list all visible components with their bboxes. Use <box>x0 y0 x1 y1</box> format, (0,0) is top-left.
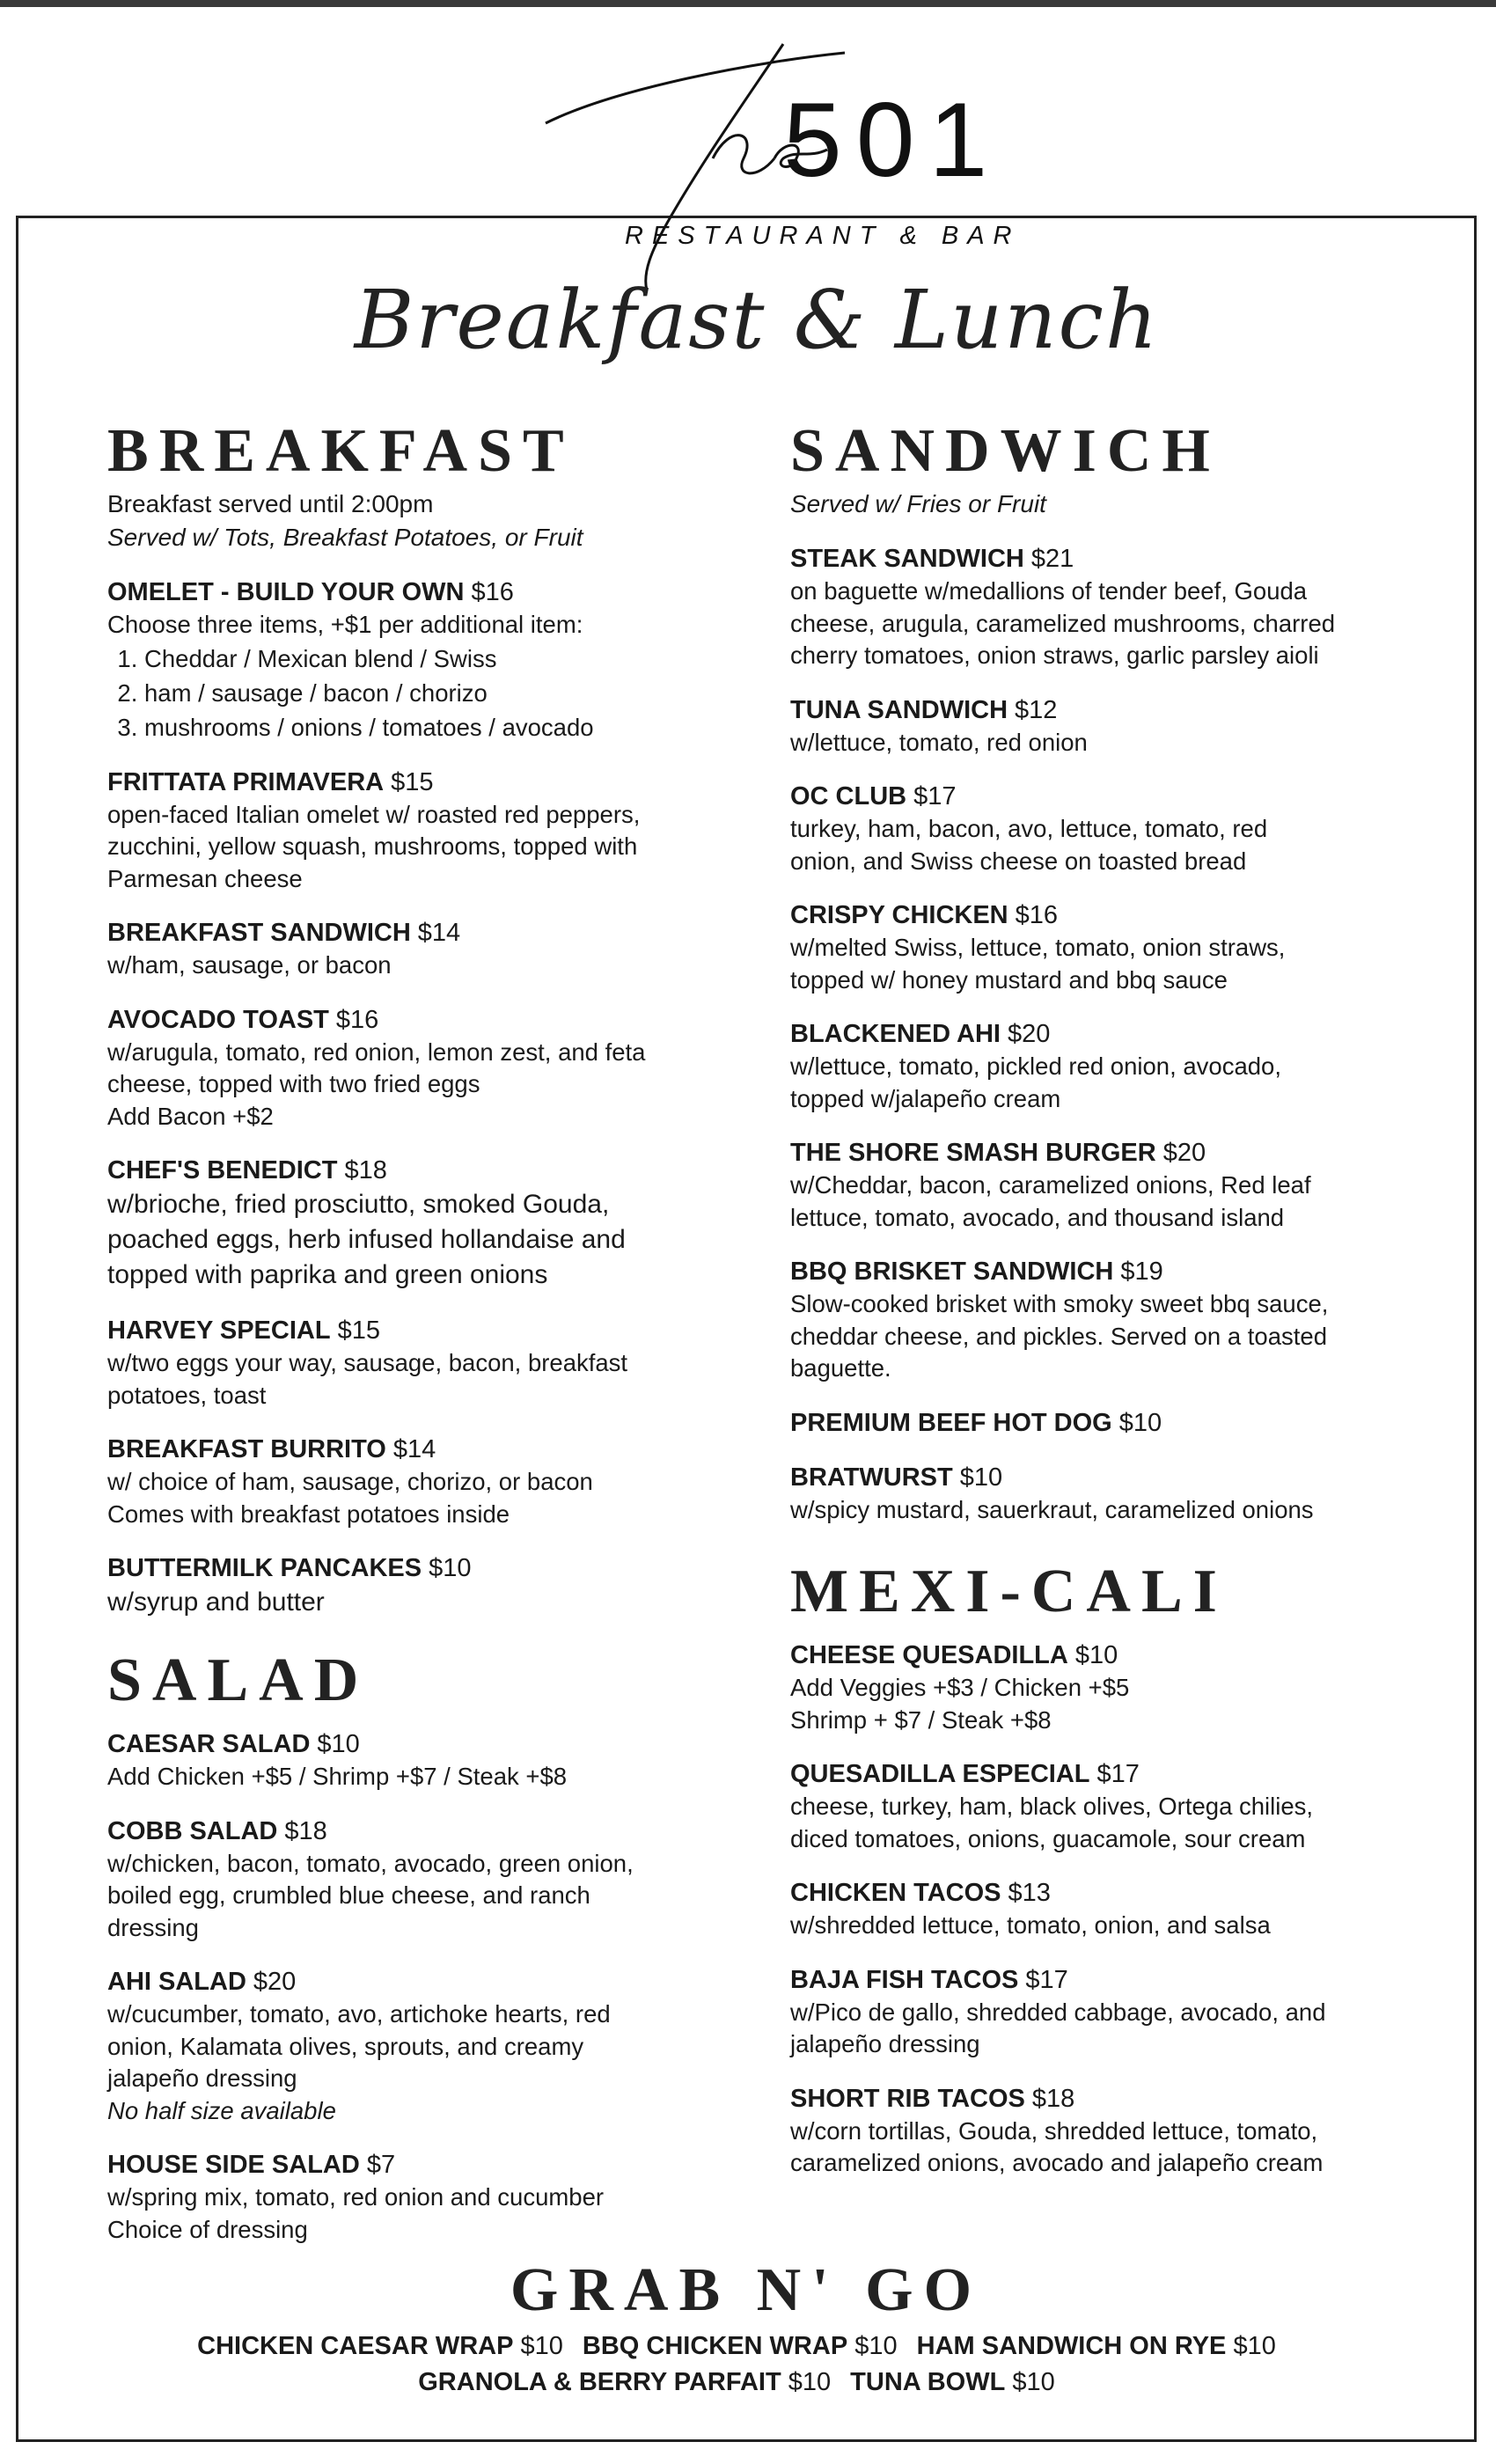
item-heading <box>107 1965 776 1998</box>
restaurant-logo <box>493 26 1091 308</box>
menu-item <box>790 2082 1459 2180</box>
menu-item <box>790 1136 1459 1234</box>
item-desc: w/arugula, tomato, red onion, lemon zest, and feta <box>107 1038 646 1066</box>
grab-item-price: $10 <box>1233 2332 1276 2360</box>
item-desc: jalapeño dressing <box>107 2064 297 2092</box>
item-desc: Add Veggies +$3 / Chicken +$5 <box>790 1674 1130 1701</box>
grab-item-price: $10 <box>788 2368 832 2396</box>
item-desc: diced tomatoes, onions, guacamole, sour cream <box>790 1824 1306 1852</box>
item-desc: w/ choice of ham, sausage, chorizo, or bacon <box>107 1468 593 1495</box>
grab-item-price: $10 <box>520 2332 563 2360</box>
item-heading <box>790 898 1459 932</box>
item-desc: w/cucumber, tomato, avo, artichoke hearts, red <box>107 2000 611 2028</box>
item-desc: turkey, ham, bacon, avo, lettuce, tomato, red <box>790 815 1268 842</box>
item-heading <box>790 693 1459 727</box>
menu-item <box>790 780 1459 877</box>
grab-item-price: $10 <box>1012 2368 1055 2396</box>
grab-n-go-heading: GRAB N' GO <box>510 2256 983 2324</box>
item-name: BREAKFAST SANDWICH <box>107 919 411 947</box>
breakfast-item-list <box>107 766 776 1621</box>
item-name: COBB SALAD <box>107 1816 278 1845</box>
item-desc: cheese, arugula, caramelized mushrooms, charred <box>790 609 1336 637</box>
item-name: PREMIUM BEEF HOT DOG <box>790 1408 1112 1437</box>
item-desc: on baguette w/medallions of tender beef, Gouda <box>790 577 1308 605</box>
item-price: $20 <box>1007 1020 1051 1048</box>
item-desc: baguette. <box>790 1354 891 1382</box>
item-desc: topped with paprika and green onions <box>107 1260 548 1289</box>
item-desc: topped w/jalapeño cream <box>790 1084 1061 1112</box>
item-name: CHEESE QUESADILLA <box>790 1641 1068 1669</box>
item-heading <box>790 1963 1459 1997</box>
grab-item-name: CHICKEN CAESAR WRAP <box>197 2332 514 2360</box>
item-name: STEAK SANDWICH <box>790 545 1024 573</box>
item-price: $15 <box>337 1316 380 1345</box>
item-desc: Choose three items, +$1 per additional item: <box>107 611 583 638</box>
logo-subtitle: RESTAURANT & BAR <box>625 222 1021 250</box>
item-price: $18 <box>344 1156 387 1184</box>
item-name: CAESAR SALAD <box>107 1730 311 1758</box>
item-heading <box>790 1255 1459 1288</box>
menu-item <box>107 1003 776 1133</box>
omelet-options <box>107 642 776 744</box>
item-heading <box>790 1017 1459 1051</box>
item-desc: w/spicy mustard, sauerkraut, caramelized onions <box>790 1495 1314 1523</box>
item-desc: w/spring mix, tomato, red onion and cucumber <box>107 2183 605 2211</box>
item-price: $14 <box>417 919 461 947</box>
item-desc: cheese, turkey, ham, black olives, Ortega chilies, <box>790 1793 1314 1820</box>
item-price: $14 <box>392 1435 436 1463</box>
item-heading <box>107 2148 776 2182</box>
item-desc: dressing <box>107 1913 199 1941</box>
menu-item <box>790 542 1459 672</box>
item-price: $13 <box>1008 1879 1051 1907</box>
menu-item <box>107 1815 776 1945</box>
item-name: HARVEY SPECIAL <box>107 1316 331 1345</box>
item-heading <box>790 1136 1459 1170</box>
menu-item <box>790 693 1459 759</box>
item-price: $16 <box>335 1005 379 1034</box>
grab-row-2 <box>16 2365 1477 2401</box>
breakfast-sides: Served w/ Tots, Breakfast Potatoes, or Fruit <box>107 524 583 551</box>
item-desc: zucchini, yellow squash, mushrooms, topped with <box>107 832 638 860</box>
item-desc: Parmesan cheese <box>107 864 303 892</box>
item-price: $15 <box>391 767 434 796</box>
item-heading <box>107 1727 776 1761</box>
menu-title-text: Breakfast & Lunch <box>354 273 1160 367</box>
item-desc: Choice of dressing <box>107 2215 308 2243</box>
item-desc: cheddar cheese, and pickles. Served on a toasted <box>790 1322 1327 1350</box>
grab-item-name: GRANOLA & BERRY PARFAIT <box>418 2368 781 2396</box>
item-heading <box>790 2082 1459 2116</box>
grab-item-name: BBQ CHICKEN WRAP <box>582 2332 848 2360</box>
item-desc: w/two eggs your way, sausage, bacon, breakfast <box>107 1349 628 1376</box>
item-heading <box>107 1314 776 1347</box>
grab-n-go-section <box>16 2256 1477 2401</box>
item-desc: potatoes, toast <box>107 1381 267 1409</box>
item-desc: w/lettuce, tomato, red onion <box>790 728 1088 756</box>
grab-row-1 <box>16 2328 1477 2365</box>
item-name: QUESADILLA ESPECIAL <box>790 1760 1090 1788</box>
item-desc: Add Bacon +$2 <box>107 1102 274 1130</box>
item-price: $17 <box>1025 1965 1068 1994</box>
item-desc: Slow-cooked brisket with smoky sweet bbq sauce, <box>790 1290 1329 1317</box>
option-item: 2. ham / sausage / bacon / chorizo <box>144 676 776 710</box>
sandwich-sides: Served w/ Fries or Fruit <box>790 490 1046 517</box>
item-desc: topped w/ honey mustard and bbq sauce <box>790 965 1228 994</box>
item-desc: cheese, topped with two fried eggs <box>107 1070 480 1097</box>
item-desc: w/syrup and butter <box>107 1588 325 1617</box>
item-desc: onion, Kalamata olives, sprouts, and creamy <box>107 2032 584 2060</box>
item-heading <box>107 916 776 950</box>
menu-item <box>790 1876 1459 1942</box>
item-desc: open-faced Italian omelet w/ roasted red peppers, <box>107 800 641 828</box>
menu-item <box>107 1727 776 1793</box>
item-desc: Shrimp + $7 / Steak +$8 <box>790 1705 1052 1734</box>
mexicali-item-list <box>790 1639 1459 2180</box>
item-heading <box>107 1003 776 1037</box>
item-heading <box>790 542 1459 576</box>
item-desc: w/chicken, bacon, tomato, avocado, green onion, <box>107 1849 634 1877</box>
item-price: $21 <box>1030 545 1074 573</box>
item-desc: w/melted Swiss, lettuce, tomato, onion straws, <box>790 934 1286 961</box>
item-heading <box>107 1154 776 1187</box>
item-name: AHI SALAD <box>107 1968 246 1996</box>
top-edge-line <box>0 0 1496 7</box>
breakfast-hours: Breakfast served until 2:00pm <box>107 490 434 517</box>
menu-item <box>790 1639 1459 1736</box>
item-desc: w/Pico de gallo, shredded cabbage, avocado, and <box>790 1998 1326 2026</box>
salad-item-list <box>107 1727 776 2246</box>
item-name: THE SHORE SMASH BURGER <box>790 1139 1156 1167</box>
menu-item <box>790 1757 1459 1855</box>
item-name: BBQ BRISKET SANDWICH <box>790 1258 1114 1286</box>
item-price: $17 <box>913 782 957 810</box>
item-price: $12 <box>1015 695 1058 724</box>
menu-item <box>107 1314 776 1412</box>
item-name: CRISPY CHICKEN <box>790 901 1008 929</box>
item-desc: lettuce, tomato, avocado, and thousand island <box>790 1203 1285 1231</box>
item-name: BRATWURST <box>790 1463 953 1492</box>
grab-item-price: $10 <box>854 2332 898 2360</box>
grab-item-name: HAM SANDWICH ON RYE <box>916 2332 1227 2360</box>
item-heading <box>107 766 776 799</box>
option-item: 1. Cheddar / Mexican blend / Swiss <box>144 642 776 676</box>
menu-item <box>107 1551 776 1620</box>
item-name: SHORT RIB TACOS <box>790 2084 1025 2113</box>
item-name: OC CLUB <box>790 782 907 810</box>
logo-number: 501 <box>783 81 1002 199</box>
item-name: CHICKEN TACOS <box>790 1879 1001 1907</box>
item-price: $10 <box>317 1730 360 1758</box>
left-column <box>107 417 776 2246</box>
menu-item <box>107 2148 776 2246</box>
item-desc: w/ham, sausage, or bacon <box>107 951 392 979</box>
item-desc: w/shredded lettuce, tomato, onion, and salsa <box>790 1911 1271 1939</box>
item-name: BAJA FISH TACOS <box>790 1965 1019 1994</box>
item-price: $18 <box>1031 2084 1075 2113</box>
item-desc: w/corn tortillas, Gouda, shredded lettuce, tomato, <box>790 2116 1318 2145</box>
item-name: AVOCADO TOAST <box>107 1005 329 1034</box>
item-desc: w/lettuce, tomato, pickled red onion, avocado, <box>790 1052 1281 1080</box>
menu-item <box>107 1965 776 2127</box>
item-heading <box>790 1876 1459 1910</box>
menu-item <box>790 1963 1459 2061</box>
item-price: $7 <box>366 2151 396 2179</box>
item-desc: Add Chicken +$5 / Shrimp +$7 / Steak +$8 <box>107 1763 568 1790</box>
item-desc: onion, and Swiss cheese on toasted bread <box>790 847 1247 875</box>
menu-title <box>334 273 1179 396</box>
item-desc: jalapeño dressing <box>790 2030 980 2057</box>
item-heading <box>790 1757 1459 1791</box>
menu-item <box>107 766 776 896</box>
item-name: CHEF'S BENEDICT <box>107 1156 338 1184</box>
item-price: $20 <box>1162 1139 1206 1167</box>
item-name: BREAKFAST BURRITO <box>107 1435 386 1463</box>
item-price: $18 <box>284 1816 327 1845</box>
item-price: $16 <box>471 578 514 606</box>
menu-item <box>790 1461 1459 1527</box>
menu-item <box>790 1406 1459 1440</box>
item-price: $16 <box>1015 901 1059 929</box>
salad-heading: SALAD <box>107 1646 370 1714</box>
item-heading <box>107 1551 776 1585</box>
mexicali-heading: MEXI-CALI <box>790 1558 1228 1625</box>
item-note: No half size available <box>107 2096 336 2124</box>
item-name: BLACKENED AHI <box>790 1020 1001 1048</box>
item-desc: w/brioche, fried prosciutto, smoked Gouda, <box>107 1190 610 1219</box>
item-price: $20 <box>253 1968 297 1996</box>
item-heading <box>107 1815 776 1848</box>
option-item: 3. mushrooms / onions / tomatoes / avocado <box>144 710 776 744</box>
item-price: $10 <box>1074 1641 1118 1669</box>
item-heading <box>790 1461 1459 1494</box>
item-desc: caramelized onions, avocado and jalapeño cream <box>790 2149 1324 2176</box>
item-name: TUNA SANDWICH <box>790 695 1008 724</box>
item-name: OMELET - BUILD YOUR OWN <box>107 578 465 606</box>
item-desc: boiled egg, crumbled blue cheese, and ranch <box>107 1881 590 1909</box>
menu-item <box>790 898 1459 996</box>
menu-item <box>107 1154 776 1293</box>
grab-item-name: TUNA BOWL <box>850 2368 1006 2396</box>
item-price: $19 <box>1120 1258 1163 1286</box>
item-desc: w/Cheddar, bacon, caramelized onions, Red leaf <box>790 1171 1311 1199</box>
item-price: $10 <box>1118 1408 1162 1437</box>
sandwich-heading: SANDWICH <box>790 417 1221 485</box>
item-desc: Comes with breakfast potatoes inside <box>107 1500 510 1528</box>
item-name: BUTTERMILK PANCAKES <box>107 1554 422 1582</box>
item-price: $10 <box>429 1554 472 1582</box>
breakfast-heading: BREAKFAST <box>107 417 575 485</box>
menu-item <box>790 1255 1459 1385</box>
item-desc: cherry tomatoes, onion straws, garlic parsley aioli <box>790 642 1319 669</box>
item-price: $10 <box>959 1463 1003 1492</box>
menu-item <box>107 916 776 982</box>
menu-item <box>107 1433 776 1530</box>
item-heading <box>790 1406 1459 1440</box>
item-name: FRITTATA PRIMAVERA <box>107 767 385 796</box>
item-price: $17 <box>1096 1760 1140 1788</box>
item-desc: poached eggs, herb infused hollandaise and <box>107 1225 626 1254</box>
menu-item-omelet <box>107 576 776 744</box>
item-heading <box>107 1433 776 1466</box>
menu-item <box>790 1017 1459 1115</box>
sandwich-item-list <box>790 542 1459 1526</box>
item-name: HOUSE SIDE SALAD <box>107 2151 360 2179</box>
item-heading <box>790 780 1459 813</box>
right-column <box>790 417 1459 2180</box>
item-heading <box>790 1639 1459 1672</box>
